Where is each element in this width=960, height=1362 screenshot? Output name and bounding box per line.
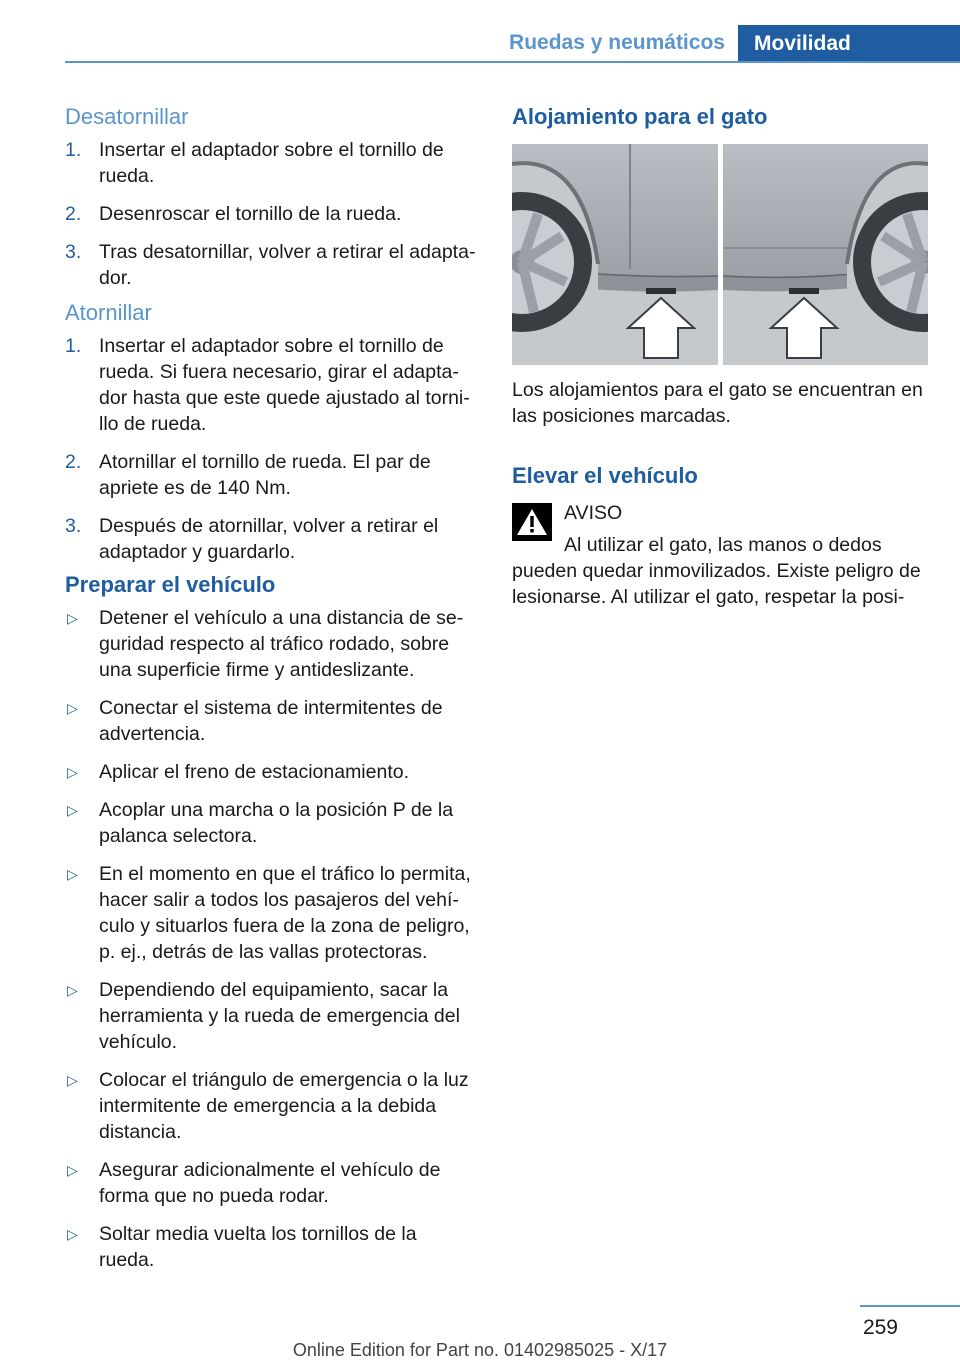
heading-elevar-vehiculo: Elevar el vehículo [512, 463, 698, 488]
step-number: 2. [65, 203, 82, 225]
bullet-text: Colocar el triángulo de emergencia o la luz intermitente de emergencia a la debida distancia. [99, 1069, 469, 1143]
list-preparar-vehiculo [65, 605, 477, 1285]
bullet-text: Dependiendo del equipamiento, sacar la herramienta y la rueda de emergencia del vehículo. [99, 979, 460, 1053]
step-text: Insertar el adaptador sobre el tornillo de rueda. Si fuera necesario, girar el adaptador hasta que este quede ajustado al tornillo de rueda. [99, 335, 470, 435]
bullet-text: Acoplar una marcha o la posición P de la palanca selectora. [99, 799, 454, 847]
list-item [65, 605, 477, 683]
list-desatornillar [65, 137, 477, 303]
warning-text [512, 532, 930, 610]
warning-label: AVISO [564, 502, 623, 524]
triangle-bullet-icon: ▷ [67, 982, 78, 998]
list-item [65, 1067, 477, 1145]
list-item [65, 333, 477, 437]
step-text: Insertar el adaptador sobre el tornillo de rueda. [99, 139, 444, 187]
header-chapter-tab: Movilidad [738, 25, 960, 63]
heading-atornillar: Atornillar [65, 300, 152, 325]
step-number: 1. [65, 335, 82, 357]
header-section-title: Ruedas y neumáticos [509, 31, 725, 54]
triangle-bullet-icon: ▷ [67, 1226, 78, 1242]
bullet-text: Soltar media vuelta los tornillos de la rueda. [99, 1223, 417, 1271]
bullet-text: Asegurar adicionalmente el vehículo de forma que no pueda rodar. [99, 1159, 441, 1207]
footer-edition: Online Edition for Part no. 01402985025 - X/17 [292, 1340, 668, 1360]
bullet-text: En el momento en que el tráfico lo permita, hacer salir a todos los pasajeros del vehículo y situarlos fuera de la zona de peligro, p. ej., detrás de las vallas protectoras. [99, 863, 471, 963]
jack-point-rear-image [723, 144, 928, 365]
bullet-text: Aplicar el freno de estacionamiento. [99, 761, 410, 783]
triangle-bullet-icon: ▷ [67, 802, 78, 818]
warning-text-rest: pueden quedar inmovilizados. Existe peligro de lesionarse. Al utilizar el gato, respetar la posi- [512, 560, 921, 608]
list-item [65, 977, 477, 1055]
step-text: Atornillar el tornillo de rueda. El par de apriete es de 140 Nm. [99, 451, 431, 499]
list-item [65, 239, 477, 291]
heading-alojamiento-gato: Alojamiento para el gato [512, 104, 768, 129]
triangle-bullet-icon: ▷ [67, 1162, 78, 1178]
triangle-bullet-icon: ▷ [67, 1072, 78, 1088]
step-number: 1. [65, 139, 82, 161]
figure-caption: Los alojamientos para el gato se encuentran en las posiciones marcadas. [512, 379, 923, 427]
list-item [65, 759, 477, 785]
step-text: Tras desatornillar, volver a retirar el adaptador. [99, 241, 476, 289]
warning-text-first-line: Al utilizar el gato, las manos o dedos [564, 534, 882, 556]
step-number: 3. [65, 241, 82, 263]
bullet-text: Conectar el sistema de intermitentes de advertencia. [99, 697, 443, 745]
triangle-bullet-icon: ▷ [67, 866, 78, 882]
footer-rule [860, 1305, 960, 1307]
list-item [65, 797, 477, 849]
jack-points-illustration [512, 144, 928, 365]
list-item [65, 695, 477, 747]
list-atornillar [65, 333, 477, 577]
list-item [65, 137, 477, 189]
list-item [65, 1157, 477, 1209]
jack-point-front-image [512, 144, 718, 365]
triangle-bullet-icon: ▷ [67, 610, 78, 626]
step-number: 3. [65, 515, 82, 537]
triangle-bullet-icon: ▷ [67, 764, 78, 780]
step-number: 2. [65, 451, 82, 473]
list-item [65, 513, 477, 565]
list-item [65, 1221, 477, 1273]
list-item [65, 449, 477, 501]
heading-desatornillar: Desatornillar [65, 104, 189, 129]
page-number: 259 [862, 1316, 898, 1339]
step-text: Desenroscar el tornillo de la rueda. [99, 203, 402, 225]
triangle-bullet-icon: ▷ [67, 700, 78, 716]
list-item [65, 201, 477, 227]
bullet-text: Detener el vehículo a una distancia de seguridad respecto al tráfico rodado, sobre una superficie firme y antideslizante. [99, 607, 464, 681]
heading-preparar-vehiculo: Preparar el vehículo [65, 572, 276, 597]
header-rule [65, 61, 960, 63]
step-text: Después de atornillar, volver a retirar el adaptador y guardarlo. [99, 515, 439, 563]
list-item [65, 861, 477, 965]
